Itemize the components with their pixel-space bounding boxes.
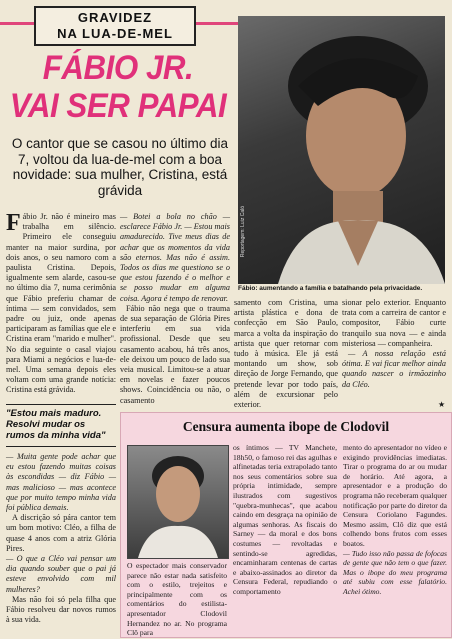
top-rule-right: [192, 22, 238, 25]
left-bottom-paragraph-2: A discrição só pára cantor tem um bom motivo: Cléo, a filha de quase 4 anos com a atriz Glória Pires.: [6, 513, 116, 553]
section-kicker: [34, 6, 196, 46]
sidebar-portrait-illustration: [128, 446, 228, 558]
column-4-text: sionar pelo exterior. Enquanto trata com a carreira de cantor e compositor, Fábio curte tranquilo sua nova — e ainda misteriosa — companheira.: [342, 298, 446, 348]
left-bottom-paragraph-4: Mas não foi só pela filha que Fábio resolveu dar novos rumos à sua vida.: [6, 594, 116, 625]
headline-line-1: FÁBIO JR.: [42, 49, 194, 87]
article-column-2: [120, 212, 230, 406]
headline-line-2: VAI SER PAPAI: [9, 87, 227, 125]
end-mark-icon: ★: [438, 400, 446, 409]
sidebar-column-3: [343, 443, 447, 597]
sidebar-title: Censura aumenta ibope de Clodovil: [182, 419, 390, 434]
portrait-photo: [238, 16, 445, 284]
left-bottom-quote-1: — Muita gente pode achar que eu estou fazendo muitas coisas às escondidas — diz Fábio — mas malicioso — mas acontece que por muito tempo minha vida foi pública demais.: [6, 452, 116, 513]
sidebar-column-1: O espectador mais conservador parece não estar nada satisfeito com o estilo, trejeitos e principalmente com os comentários do estilista-apresentador Clodovil Hernandez no ar. No programa Clô para: [127, 561, 227, 638]
column-4-quote: — A nossa relação está ótima. E vai ficar melhor ainda quando nascer o irmãozinho da Cléo.: [342, 349, 446, 389]
photo-caption: Fábio: aumentando a família e batalhando pela privacidade.: [238, 285, 423, 292]
portrait-illustration: [238, 16, 445, 284]
pull-quote: "Estou mais maduro. Resolvi mudar os rumos da minha vida": [6, 408, 106, 441]
sidebar-box: [120, 412, 452, 638]
pull-quote-rule-bottom: [6, 446, 116, 447]
drop-cap: F: [6, 210, 21, 236]
article-deck: O cantor que se casou no último dia 7, voltou da lua-de-mel com a boa novidade: sua mulher, Cristina, está grávida: [11, 136, 229, 198]
column-2-quote: — Botei a bola no chão — esclarece Fábio Jr. — Estou mais amadurecido. Tive meus dias de achar que os momentos da vida são eternos. Mas não é assim. Todos os dias me questiono se o que estou fazendo é o melhor e se posso mudar em alguma coisa. Agora é tempo de renovar.: [120, 212, 230, 303]
article-column-1: [6, 212, 116, 396]
kicker-line-2: NA LUA-DE-MEL: [57, 26, 173, 41]
article-column-3: [234, 298, 338, 410]
sidebar-column-3-text: mento do apresentador no vídeo e exigindo providências imediatas. Tirar o programa do ar ou mudar de horário. Até agora, a apresentador e a produção do programa não receberam qualquer notificação por parte do diretor da Censura Coriolano Fagundes. Mesmo assim, Clô diz que está colhendo bons frutos com esses boatos.: [343, 443, 447, 548]
pull-quote-rule-top: [6, 404, 116, 405]
sidebar-photo: [127, 445, 229, 559]
column-1-text: ábio Jr. não é mineiro mas trabalha em silêncio. Primeiro ele conseguiu manter na maior surdina, por dois anos, o seu namoro com a paulista Cristina. Depois, igualmente sem alarde, casou-se no último dia 7, numa cerimônia que Fábio preferiu chamar de íntima — sem convidados, sem padre ou juiz, onde apenas participaram as famílias que ele e Cristina eram "marido e mulher". No dia seguinte o casal viajou para Miami a negócios e lua-de-mel. Uma semana depois eles voltam com uma grande notícia: Cristina está grávida.: [6, 212, 116, 395]
sidebar-column-3-quote: — Tudo isso não passa de fofocas de gente que não tem o que fazer. Mas o ibope do meu programa até subiu com esse falatório. Achei ótimo.: [343, 548, 447, 596]
left-bottom-quote-3: — O que a Cléo vai pensar um dia quando souber que o pai já esteve envolvido com mil mulheres?: [6, 554, 116, 594]
column-3-text: samento com Cristina, uma artista plástica e dona de confecção em São Paulo, marca a volta da inspiração do artista que quer retornar com tudo à música. Ele já está montando um show, sob direção de Jorge Fernando, que pretende levar por todo país, além de excursionar pelo exterior.: [234, 298, 338, 410]
column-2-text: Fábio não nega que o trauma de sua separação de Glória Pires interferiu em sua vida profissional. Desde que seu casamento acabou, há três anos, ele deixou um pouco de lado sua veia musical. Limitou-se a atuar em novelas e fazer poucos shows. Coincidência ou não, o casamento: [120, 303, 230, 405]
sidebar-column-2: os íntimos — TV Manchete, 18h50, o famoso rei das agulhas e alfinetadas teria extrapolado tanto nos seus comentários sobre sua própria intimidade, sempre ilustrados com sugestivos "quebra-munhecas", que acabou caindo em desgraça na opinião de algumas senhoras. As fiscais do Sarney — da moral e dos bons costumes — revoltadas e sentindo-se agredidas, encaminharam centenas de cartas e abaixo-assinados ao diretor da Censura Federal, repudiando o comportamento: [233, 443, 337, 596]
photo-credit: Reportagem: Luiz Caló: [240, 206, 246, 258]
kicker-line-1: GRAVIDEZ: [77, 10, 153, 25]
article-column-4: [342, 298, 446, 390]
top-rule-left: [0, 22, 34, 25]
left-bottom-column: [6, 452, 116, 625]
